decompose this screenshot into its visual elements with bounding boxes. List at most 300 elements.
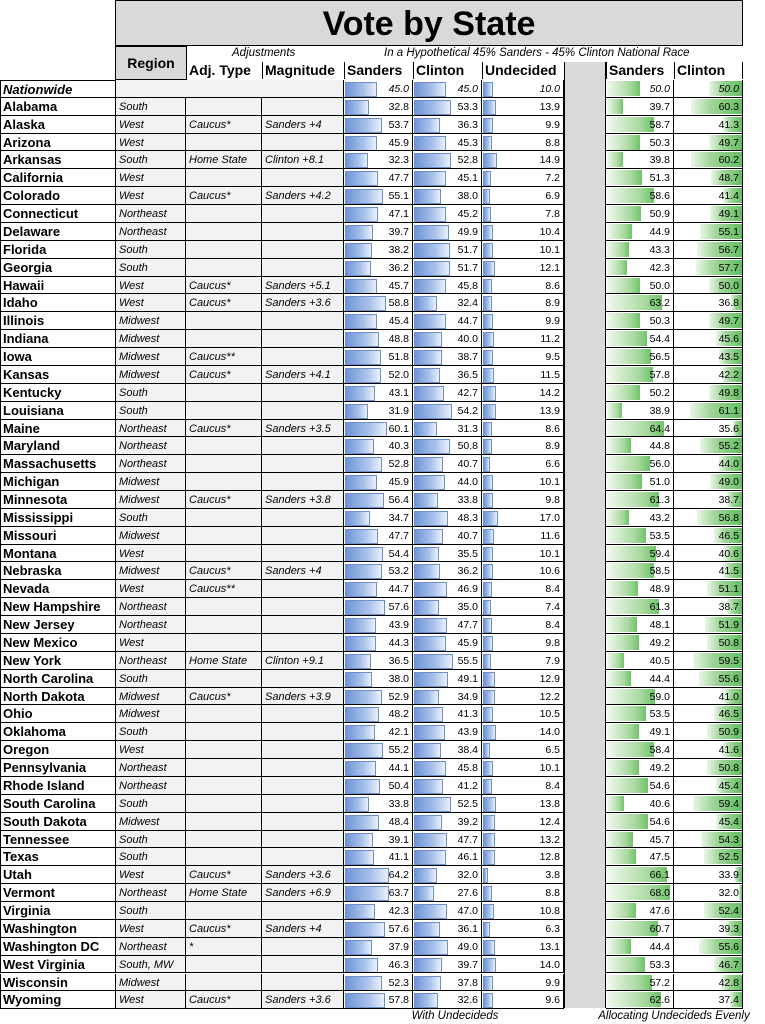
state-name: Delaware	[0, 223, 116, 241]
clinton-value	[413, 151, 482, 169]
sanders-value: 48.8	[388, 333, 409, 346]
clinton-bar	[414, 886, 434, 901]
clinton-value: 45.9	[457, 636, 478, 649]
clinton-value	[413, 491, 482, 509]
table-row	[0, 562, 743, 580]
undecided-value	[482, 884, 564, 902]
undecided-value: 9.9	[545, 118, 560, 131]
undecided-bar	[483, 600, 491, 615]
state-name: Colorado	[0, 187, 116, 205]
magnitude-cell	[262, 616, 344, 634]
clinton-value	[413, 741, 482, 759]
undecided-bar	[483, 564, 493, 579]
clinton-value	[413, 974, 482, 992]
alloc-clinton-value: 56.8	[718, 511, 739, 524]
state-name: South Carolina	[0, 795, 116, 813]
undecided-value	[482, 670, 564, 688]
alloc-clinton-value: 60.2	[718, 154, 739, 167]
undecided-value: 8.6	[545, 279, 560, 292]
sanders-value: 39.1	[388, 833, 409, 846]
alloc-clinton-value: 46.7	[718, 958, 739, 971]
sanders-bar	[345, 779, 380, 794]
alloc-clinton-value: 50.0	[718, 83, 739, 95]
adj-type-cell	[186, 402, 262, 420]
sanders-value	[344, 813, 413, 831]
clinton-value: 49.0	[457, 940, 478, 953]
undecided-bar	[483, 153, 497, 168]
chart-subtitle: In a Hypothetical 45% Sanders - 45% Clinton National Race	[384, 47, 690, 59]
undecided-bar	[483, 904, 494, 919]
alloc-clinton-value	[674, 920, 743, 938]
clinton-value	[413, 705, 482, 723]
table-row	[0, 384, 743, 402]
undecided-value: 12.4	[539, 815, 560, 828]
undecided-bar	[483, 779, 492, 794]
table-row	[0, 455, 743, 473]
magnitude-cell	[262, 312, 344, 330]
state-name: New Jersey	[0, 616, 116, 634]
adj-type-cell: Caucus*	[186, 294, 262, 312]
sanders-value	[344, 616, 413, 634]
alloc-clinton-value	[674, 437, 743, 455]
sanders-value	[344, 884, 413, 902]
sanders-value: 38.0	[388, 672, 409, 685]
table-row	[0, 294, 743, 312]
table-row	[0, 580, 743, 598]
sanders-value	[344, 688, 413, 706]
sanders-value	[344, 491, 413, 509]
alloc-sanders-value	[606, 616, 674, 634]
alloc-clinton-value	[674, 80, 743, 98]
clinton-value: 44.0	[457, 476, 478, 489]
adj-type-cell	[186, 705, 262, 723]
sanders-value: 63.7	[388, 887, 409, 900]
sanders-value	[344, 831, 413, 849]
table-row	[0, 723, 743, 741]
magnitude-header: Magnitude	[262, 62, 344, 79]
undecided-bar	[483, 439, 492, 454]
undecided-value	[482, 187, 564, 205]
alloc-clinton-value: 42.8	[718, 976, 739, 989]
alloc-sanders-header: Sanders	[606, 62, 674, 79]
undecided-bar	[483, 547, 493, 562]
clinton-value: 52.8	[457, 154, 478, 167]
alloc-clinton-value	[674, 187, 743, 205]
alloc-sanders-bar	[607, 814, 648, 829]
clinton-bar	[414, 314, 446, 329]
adj-type-cell	[186, 545, 262, 563]
alloc-sanders-value: 54.6	[649, 779, 670, 792]
clinton-value: 49.1	[457, 672, 478, 685]
region-cell: Midwest	[116, 813, 186, 831]
alloc-sanders-value: 57.2	[649, 976, 670, 989]
adj-type-cell: Caucus*	[186, 991, 262, 1009]
sanders-bar	[345, 207, 378, 222]
region-cell: Midwest	[116, 348, 186, 366]
undecided-value: 11.5	[540, 368, 560, 381]
clinton-value	[413, 98, 482, 116]
sanders-value	[344, 562, 413, 580]
clinton-value: 38.4	[457, 744, 478, 757]
magnitude-cell	[262, 580, 344, 598]
clinton-bar	[414, 672, 448, 687]
undecided-value	[482, 277, 564, 295]
sanders-value: 58.8	[388, 297, 409, 310]
alloc-clinton-value: 38.7	[718, 601, 739, 614]
clinton-value: 48.3	[457, 511, 478, 524]
clinton-value: 49.9	[457, 225, 478, 238]
alloc-clinton-value	[674, 116, 743, 134]
sanders-value	[344, 80, 413, 98]
sanders-value: 47.7	[388, 172, 409, 185]
alloc-sanders-value: 56.0	[649, 458, 670, 471]
magnitude-cell: Sanders +4	[262, 562, 344, 580]
alloc-sanders-value: 64.4	[649, 422, 670, 435]
alloc-clinton-value: 49.7	[718, 136, 739, 149]
clinton-bar	[414, 118, 440, 133]
table-row	[0, 527, 743, 545]
alloc-sanders-value	[606, 348, 674, 366]
adj-type-cell	[186, 777, 262, 795]
magnitude-cell	[262, 777, 344, 795]
alloc-sanders-value: 44.9	[649, 225, 670, 238]
adj-type-cell: Caucus*	[186, 187, 262, 205]
undecided-value: 10.0	[539, 83, 560, 95]
table-row	[0, 98, 743, 116]
sanders-bar	[345, 618, 376, 633]
alloc-sanders-value: 61.3	[649, 601, 670, 614]
undecided-value: 13.2	[539, 833, 560, 846]
clinton-value	[413, 134, 482, 152]
clinton-value: 36.1	[457, 922, 478, 935]
region-cell: Northeast	[116, 777, 186, 795]
alloc-clinton-value: 45.6	[718, 333, 739, 346]
undecided-value: 10.5	[539, 708, 560, 721]
region-cell: Midwest	[116, 330, 186, 348]
clinton-value: 35.5	[457, 547, 478, 560]
adj-type-cell: Caucus*	[186, 116, 262, 134]
clinton-value	[413, 259, 482, 277]
adj-type-cell: Caucus**	[186, 580, 262, 598]
magnitude-cell: Clinton +9.1	[262, 652, 344, 670]
clinton-value	[413, 795, 482, 813]
clinton-header: Clinton	[413, 62, 482, 79]
adj-type-cell	[186, 259, 262, 277]
alloc-clinton-value: 49.8	[718, 386, 739, 399]
clinton-value	[413, 116, 482, 134]
magnitude-cell: Sanders +3.8	[262, 491, 344, 509]
alloc-sanders-value	[606, 151, 674, 169]
table-row	[0, 759, 743, 777]
undecided-value	[482, 545, 564, 563]
undecided-value	[482, 848, 564, 866]
undecided-bar	[483, 725, 496, 740]
table-row	[0, 366, 743, 384]
alloc-clinton-value	[674, 831, 743, 849]
undecided-value: 10.1	[539, 547, 560, 560]
clinton-value	[413, 312, 482, 330]
alloc-sanders-value: 44.8	[649, 440, 670, 453]
table-row	[0, 223, 743, 241]
state-name: Kansas	[0, 366, 116, 384]
undecided-bar	[483, 261, 495, 276]
adj-type-cell	[186, 241, 262, 259]
adj-type-cell: Home State	[186, 884, 262, 902]
undecided-value: 9.5	[545, 351, 560, 364]
alloc-sanders-value	[606, 205, 674, 223]
sanders-value: 50.4	[388, 779, 409, 792]
clinton-value	[413, 866, 482, 884]
magnitude-cell: Sanders +4	[262, 116, 344, 134]
alloc-sanders-value	[606, 545, 674, 563]
sanders-value: 44.1	[388, 762, 409, 775]
clinton-value: 43.9	[457, 726, 478, 739]
alloc-sanders-bar	[607, 903, 636, 918]
undecided-value	[482, 527, 564, 545]
undecided-value: 17.0	[539, 511, 560, 524]
clinton-value: 45.1	[457, 172, 478, 185]
alloc-sanders-value	[606, 116, 674, 134]
state-name: Texas	[0, 848, 116, 866]
adj-type-cell	[186, 473, 262, 491]
adj-type-cell	[186, 134, 262, 152]
clinton-value	[413, 723, 482, 741]
undecided-value	[482, 98, 564, 116]
state-name: Iowa	[0, 348, 116, 366]
undecided-bar	[483, 296, 492, 311]
sanders-value: 53.2	[388, 565, 409, 578]
clinton-bar	[414, 868, 437, 883]
alloc-sanders-value: 68.0	[649, 887, 670, 900]
alloc-sanders-bar	[607, 349, 651, 364]
alloc-sanders-bar	[607, 385, 640, 400]
clinton-value: 46.1	[457, 851, 478, 864]
alloc-sanders-bar	[607, 81, 640, 96]
sanders-bar	[345, 118, 382, 133]
region-cell: Midwest	[116, 366, 186, 384]
clinton-value: 40.0	[457, 333, 478, 346]
undecided-value: 9.8	[545, 636, 560, 649]
alloc-clinton-value	[674, 473, 743, 491]
sanders-value	[344, 938, 413, 956]
state-name: Florida	[0, 241, 116, 259]
table-row	[0, 312, 743, 330]
clinton-value: 34.9	[457, 690, 478, 703]
state-name: Tennessee	[0, 831, 116, 849]
region-cell: Northeast	[116, 652, 186, 670]
alloc-sanders-value	[606, 562, 674, 580]
undecided-bar	[483, 118, 493, 133]
undecided-value	[482, 813, 564, 831]
alloc-sanders-value	[606, 598, 674, 616]
magnitude-cell	[262, 813, 344, 831]
alloc-clinton-value: 45.4	[718, 779, 739, 792]
table-row	[0, 956, 743, 974]
magnitude-cell	[262, 705, 344, 723]
alloc-clinton-value	[674, 98, 743, 116]
alloc-clinton-value: 38.7	[718, 494, 739, 506]
undecided-value: 9.8	[545, 494, 560, 506]
alloc-clinton-value	[674, 616, 743, 634]
magnitude-cell	[262, 848, 344, 866]
sanders-bar	[345, 690, 382, 705]
magnitude-cell	[262, 473, 344, 491]
region-cell: South	[116, 670, 186, 688]
sanders-bar	[345, 457, 382, 472]
region-cell: Northeast	[116, 223, 186, 241]
undecided-value: 8.4	[545, 619, 560, 632]
sanders-bar	[345, 475, 377, 490]
undecided-bar	[483, 350, 493, 365]
undecided-bar	[483, 922, 490, 937]
sanders-value	[344, 598, 413, 616]
region-cell: South	[116, 259, 186, 277]
clinton-value	[413, 813, 482, 831]
clinton-bar	[414, 958, 442, 973]
sanders-bar	[345, 600, 385, 615]
sanders-bar	[345, 815, 379, 830]
sanders-value: 55.1	[388, 190, 409, 203]
undecided-bar	[483, 582, 492, 597]
alloc-sanders-value: 59.0	[649, 690, 670, 703]
sanders-bar	[345, 993, 385, 1008]
alloc-clinton-value: 41.0	[718, 690, 739, 703]
sanders-value	[344, 974, 413, 992]
adj-type-cell: Caucus*	[186, 277, 262, 295]
undecided-value: 14.2	[539, 386, 560, 399]
undecided-value	[482, 634, 564, 652]
region-cell: South, MW	[116, 956, 186, 974]
clinton-value: 44.7	[457, 315, 478, 328]
region-cell: Northeast	[116, 420, 186, 438]
undecided-value: 10.6	[539, 565, 560, 578]
undecided-bar	[483, 511, 498, 526]
alloc-clinton-value	[674, 848, 743, 866]
alloc-sanders-value: 50.0	[649, 279, 670, 292]
magnitude-cell	[262, 759, 344, 777]
undecided-value: 8.8	[545, 136, 560, 149]
table-row	[0, 169, 743, 187]
sanders-value: 31.9	[388, 404, 409, 417]
clinton-value	[413, 223, 482, 241]
alloc-clinton-value	[674, 652, 743, 670]
region-cell: South	[116, 384, 186, 402]
sanders-value	[344, 420, 413, 438]
magnitude-cell	[262, 527, 344, 545]
clinton-value: 36.5	[457, 368, 478, 381]
region-cell: Midwest	[116, 491, 186, 509]
clinton-value: 42.7	[457, 386, 478, 399]
clinton-value	[413, 580, 482, 598]
undecided-bar	[483, 958, 496, 973]
undecided-value	[482, 688, 564, 706]
state-name: Ohio	[0, 705, 116, 723]
table-row	[0, 348, 743, 366]
sanders-header: Sanders	[344, 62, 413, 79]
clinton-bar	[414, 189, 441, 204]
magnitude-cell	[262, 169, 344, 187]
undecided-bar	[483, 529, 494, 544]
region-cell: South	[116, 831, 186, 849]
alloc-clinton-value: 50.8	[718, 762, 739, 775]
table-row	[0, 652, 743, 670]
sanders-value	[344, 312, 413, 330]
alloc-sanders-bar	[607, 939, 631, 954]
undecided-value	[482, 831, 564, 849]
alloc-clinton-value	[674, 562, 743, 580]
sanders-value: 52.3	[388, 976, 409, 989]
alloc-clinton-value: 50.8	[718, 636, 739, 649]
alloc-sanders-value	[606, 491, 674, 509]
sanders-bar	[345, 904, 375, 919]
undecided-bar	[483, 332, 494, 347]
alloc-clinton-value: 44.0	[718, 458, 739, 471]
clinton-value	[413, 402, 482, 420]
alloc-sanders-value: 60.7	[649, 922, 670, 935]
alloc-clinton-value	[674, 223, 743, 241]
alloc-clinton-value: 41.6	[718, 744, 739, 757]
table-row	[0, 277, 743, 295]
sanders-bar	[345, 868, 389, 883]
adj-type-cell	[186, 169, 262, 187]
undecided-value	[482, 580, 564, 598]
alloc-sanders-bar	[607, 617, 637, 632]
alloc-clinton-value: 52.5	[718, 851, 739, 864]
clinton-value	[413, 241, 482, 259]
region-cell: Northeast	[116, 938, 186, 956]
clinton-value: 38.0	[457, 190, 478, 203]
alloc-sanders-bar	[607, 689, 655, 704]
alloc-sanders-value	[606, 384, 674, 402]
undecided-value: 11.2	[540, 333, 560, 346]
clinton-bar	[414, 296, 437, 311]
sanders-bar	[345, 136, 377, 151]
clinton-value: 37.8	[457, 976, 478, 989]
magnitude-cell: Sanders +4.1	[262, 366, 344, 384]
undecided-value: 13.9	[539, 404, 560, 417]
adj-type-cell: Caucus*	[186, 562, 262, 580]
alloc-clinton-value: 35.6	[718, 422, 739, 435]
sanders-bar	[345, 296, 386, 311]
state-name: Nebraska	[0, 562, 116, 580]
undecided-bar	[483, 833, 495, 848]
alloc-sanders-bar	[607, 117, 654, 132]
sanders-value	[344, 527, 413, 545]
clinton-bar	[414, 618, 447, 633]
alloc-clinton-value	[674, 598, 743, 616]
adj-type-cell	[186, 223, 262, 241]
undecided-value	[482, 598, 564, 616]
alloc-sanders-bar	[607, 188, 654, 203]
undecided-bar	[483, 797, 496, 812]
undecided-bar	[483, 940, 495, 955]
region-cell: Northeast	[116, 598, 186, 616]
alloc-sanders-value	[606, 974, 674, 992]
clinton-value: 35.0	[457, 601, 478, 614]
region-cell: Midwest	[116, 527, 186, 545]
alloc-sanders-bar	[607, 849, 636, 864]
alloc-sanders-value: 40.6	[649, 797, 670, 810]
undecided-bar	[483, 279, 492, 294]
sanders-value	[344, 705, 413, 723]
alloc-sanders-value	[606, 294, 674, 312]
undecided-value: 8.4	[545, 779, 560, 792]
state-name: Maine	[0, 420, 116, 438]
clinton-value	[413, 294, 482, 312]
undecided-value	[482, 777, 564, 795]
alloc-sanders-value	[606, 634, 674, 652]
sanders-value	[344, 330, 413, 348]
